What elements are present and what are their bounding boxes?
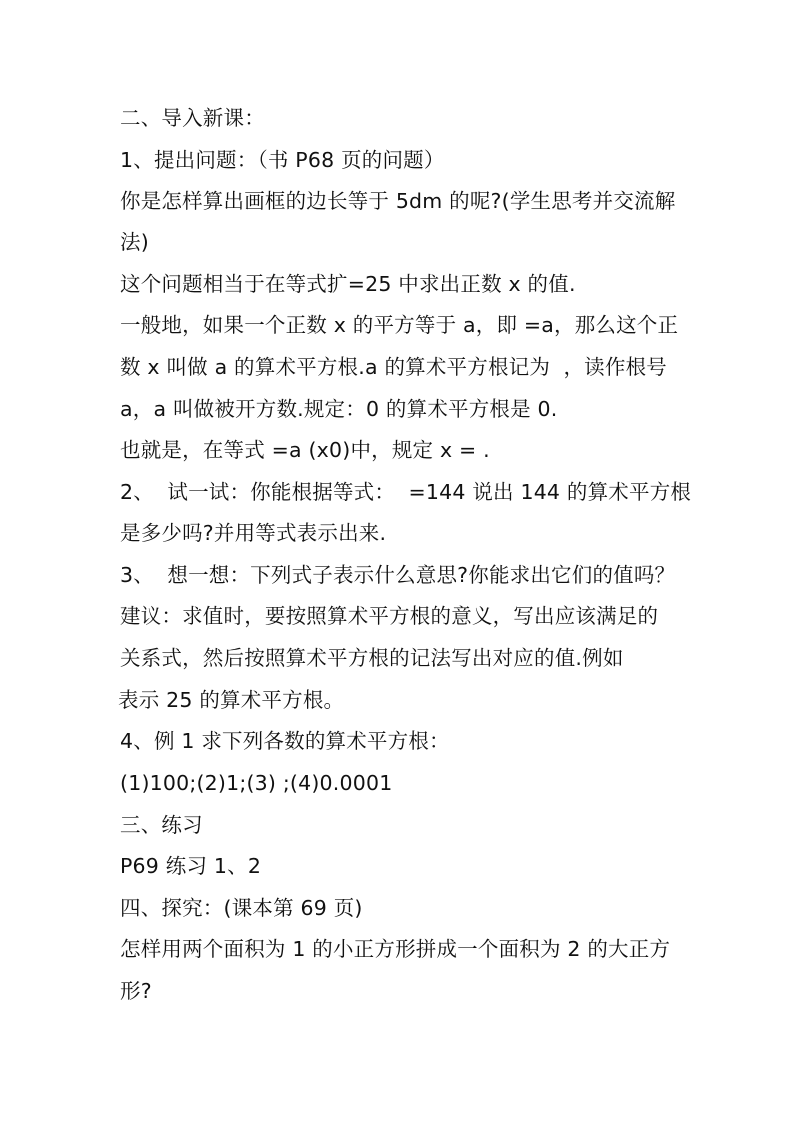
text-line: 2、 试一试：你能根据等式： =144 说出 144 的算术平方根 [120, 480, 692, 504]
text-line: 数 x 叫做 a 的算术平方根.a 的算术平方根记为 ，读作根号 [120, 355, 667, 379]
section-heading-explore: 四、探究：(课本第 69 页) [120, 896, 363, 920]
text-line: 法) [120, 230, 149, 254]
text-line: 表示 25 的算术平方根。 [118, 688, 345, 712]
text-line: 建议：求值时，要按照算术平方根的意义，写出应该满足的 [120, 604, 659, 628]
text-line: 关系式，然后按照算术平方根的记法写出对应的值.例如 [120, 646, 624, 670]
text-line: a，a 叫做被开方数.规定：0 的算术平方根是 0. [120, 397, 558, 421]
section-heading-intro: 二、导入新课： [120, 106, 265, 130]
text-line: 4、例 1 求下列各数的算术平方根： [120, 729, 450, 753]
section-heading-practice: 三、练习 [120, 813, 203, 837]
text-line: 也就是，在等式 =a (x0)中，规定 x = . [120, 438, 490, 462]
text-line: 是多少吗?并用等式表示出来. [120, 521, 387, 545]
text-line: 这个问题相当于在等式扩=25 中求出正数 x 的值. [120, 272, 576, 296]
text-line: P69 练习 1、2 [120, 854, 262, 878]
text-line: 3、 想一想：下列式子表示什么意思?你能求出它们的值吗？ [120, 563, 676, 587]
text-line: 怎样用两个面积为 1 的小正方形拼成一个面积为 2 的大正方 [120, 937, 671, 961]
text-line: 你是怎样算出画框的边长等于 5dm 的呢?(学生思考并交流解 [120, 189, 676, 213]
text-line: 一般地，如果一个正数 x 的平方等于 a，即 =a，那么这个正 [120, 313, 679, 337]
text-line: (1)100;(2)1;(3) ;(4)0.0001 [120, 771, 393, 795]
text-line: 1、提出问题：（书 P68 页的问题） [120, 148, 445, 172]
text-line: 形? [120, 979, 152, 1003]
